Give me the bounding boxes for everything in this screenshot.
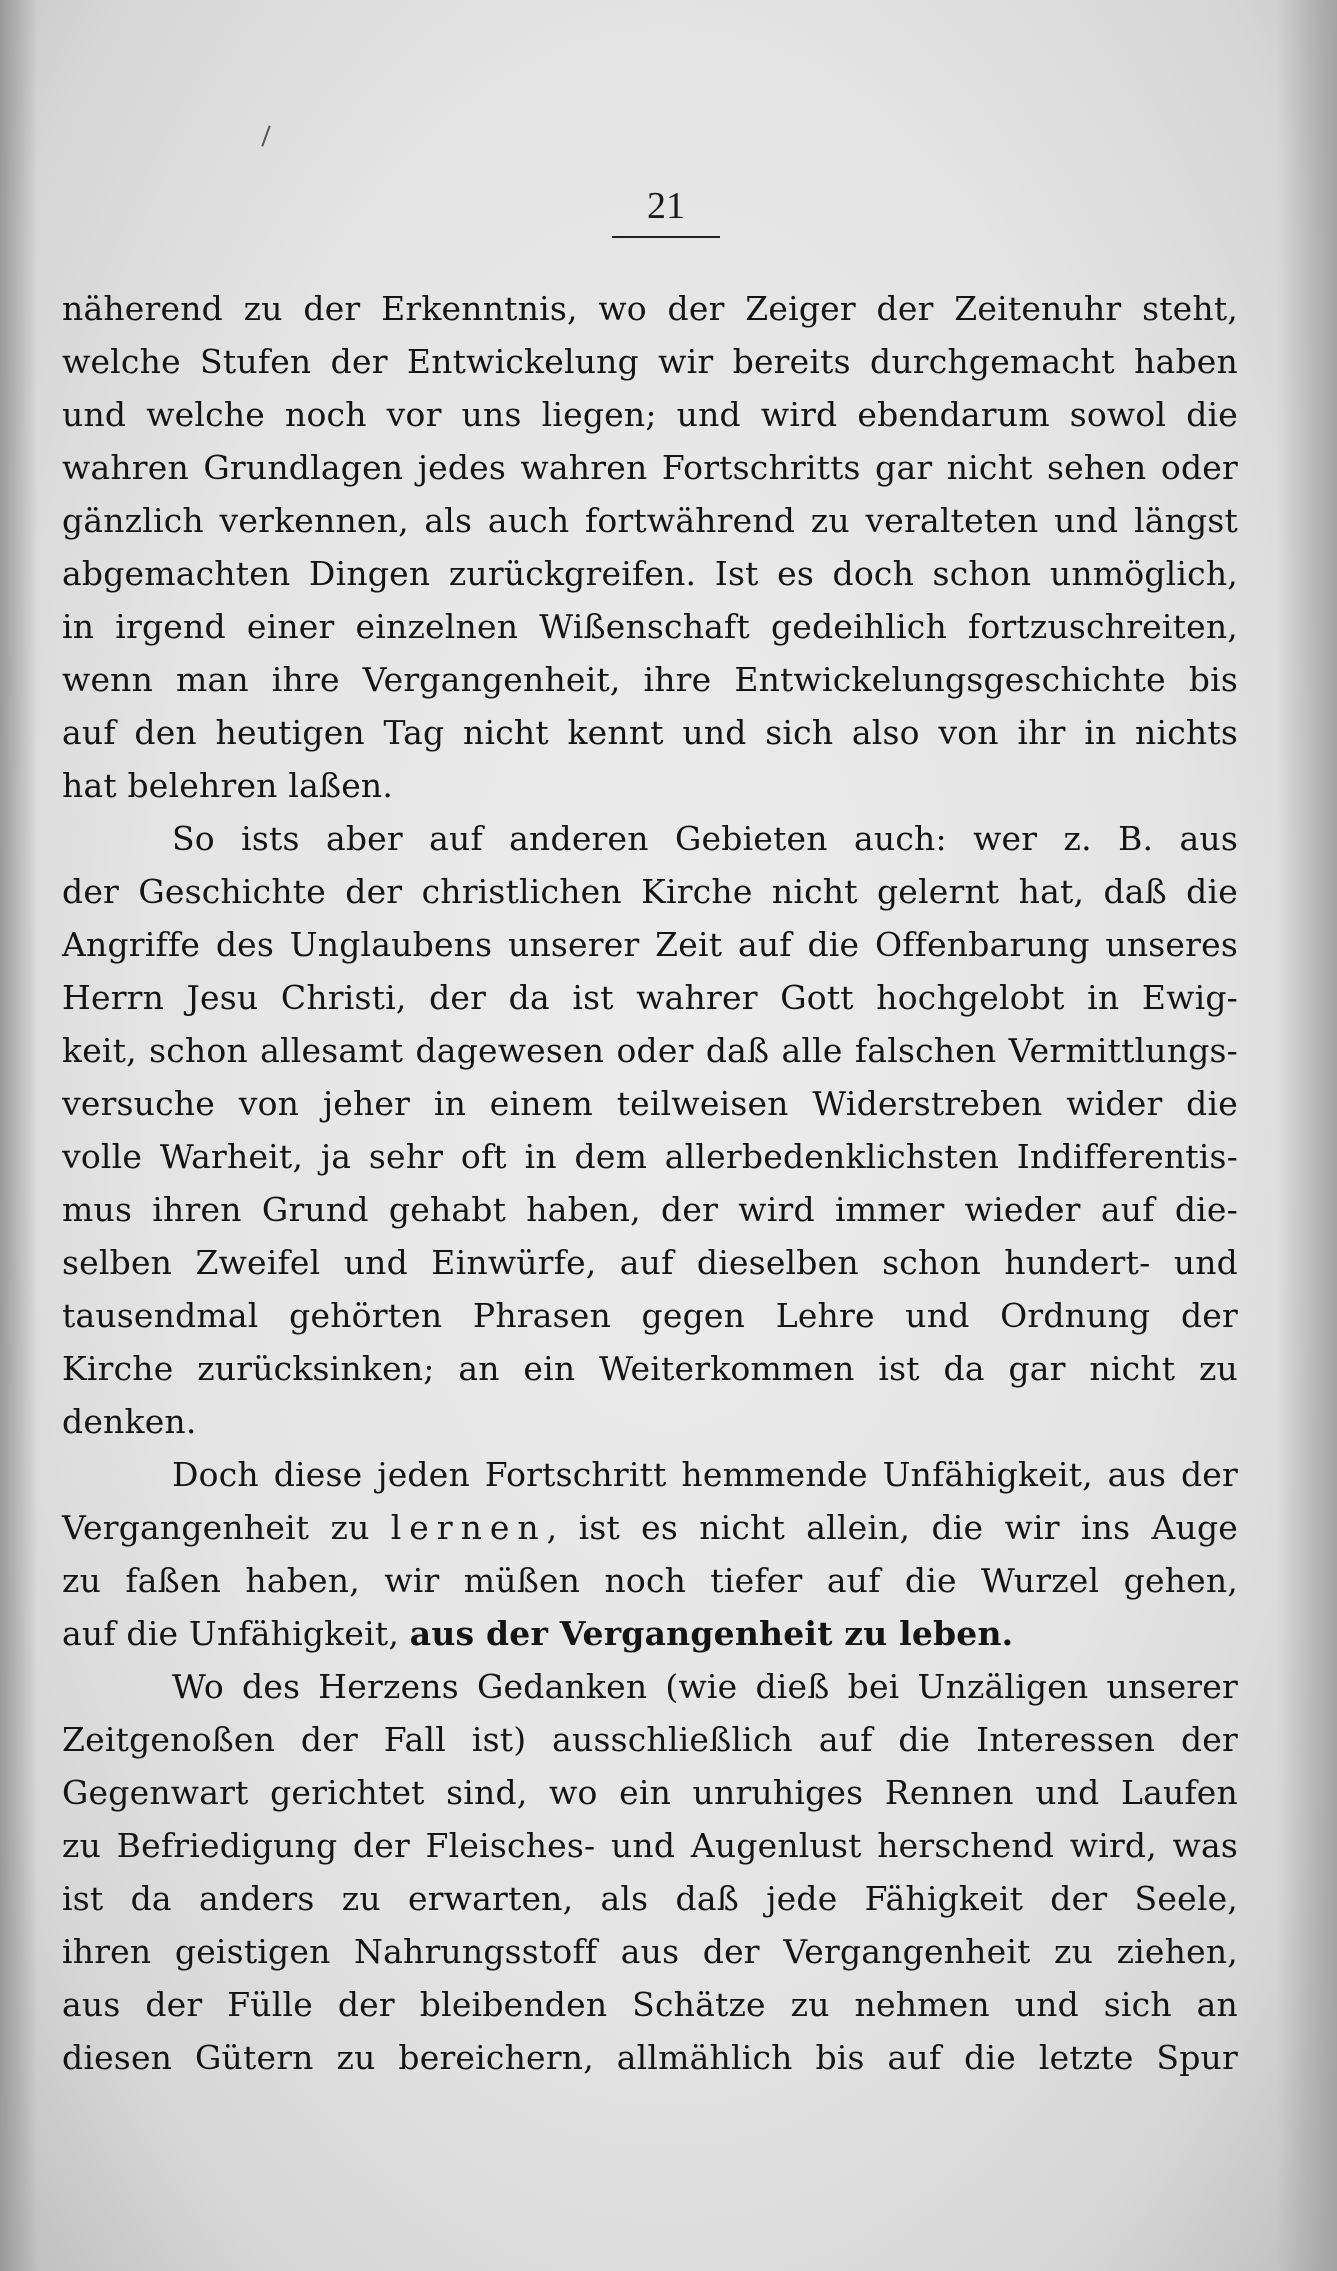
page-number-rule: [612, 236, 720, 238]
spaced-emphasis: lernen: [390, 1508, 547, 1547]
text-line-content: Wo des Herzens Gedanken (wie dieß bei Unzäligen unserer: [172, 1667, 1238, 1706]
paragraph-4: [62, 1660, 1238, 2084]
text-line: versuche von jeher in einem teilweisen Widerstreben wider die: [62, 1084, 1238, 1123]
text-line: ist da anders zu erwarten, als daß jede Fähigkeit der Seele,: [62, 1879, 1238, 1918]
text-line: Herrn Jesu Christi, der da ist wahrer Gott hochgelobt in Ewig-: [62, 978, 1238, 1017]
text-line: diesen Gütern zu bereichern, allmählich bis auf die letzte Spur: [62, 2038, 1238, 2077]
text-line: in irgend einer einzelnen Wißenschaft gedeihlich fortzuschreiten,: [62, 607, 1238, 646]
text-line-content: Doch diese jeden Fortschritt hemmende Unfähigkeit, aus der: [172, 1455, 1238, 1494]
text-line: aus der Fülle der bleibenden Schätze zu nehmen und sich an: [62, 1985, 1238, 2024]
text-line: tausendmal gehörten Phrasen gegen Lehre und Ordnung der: [62, 1296, 1238, 1335]
stray-ink-mark: [261, 125, 270, 146]
text-line: zu Befriedigung der Fleisches- und Augenlust herschend wird, was: [62, 1826, 1238, 1865]
text-line: abgemachten Dingen zurückgreifen. Ist es doch schon unmöglich,: [62, 554, 1238, 593]
paragraph-3: [62, 1448, 1238, 1660]
text-line: [62, 812, 1238, 865]
text-segment: auf die Unfähigkeit,: [62, 1614, 410, 1653]
text-segment: , ist es nicht allein, die wir ins Auge: [546, 1508, 1238, 1547]
paragraph-2: [62, 812, 1238, 1448]
text-line: wenn man ihre Vergangenheit, ihre Entwickelungsgeschichte bis: [62, 660, 1238, 699]
text-line: hat belehren laßen.: [62, 766, 394, 805]
page-number: 21: [647, 185, 685, 227]
text-line: [62, 1607, 1238, 1660]
text-line: mus ihren Grund gehabt haben, der wird immer wieder auf die-: [62, 1190, 1238, 1229]
text-line: auf den heutigen Tag nicht kennt und sich also von ihr in nichts: [62, 713, 1238, 752]
text-line: [62, 1660, 1238, 1713]
text-segment: Vergangenheit zu: [62, 1508, 391, 1547]
text-line: zu faßen haben, wir müßen noch tiefer auf die Wurzel gehen,: [62, 1561, 1238, 1600]
text-line-content: So ists aber auf anderen Gebieten auch: wer z. B. aus: [172, 819, 1238, 858]
text-line: der Geschichte der christlichen Kirche nicht gelernt hat, daß die: [62, 872, 1238, 911]
text-line: denken.: [62, 1402, 197, 1441]
body-text: [62, 282, 1238, 2084]
text-line: ihren geistigen Nahrungsstoff aus der Vergangenheit zu ziehen,: [62, 1932, 1238, 1971]
text-line: Zeitgenoßen der Fall ist) ausschließlich auf die Interessen der: [62, 1720, 1238, 1759]
text-line: wahren Grundlagen jedes wahren Fortschritts gar nicht sehen oder: [62, 448, 1238, 487]
text-line: näherend zu der Erkenntnis, wo der Zeiger der Zeitenuhr steht,: [62, 289, 1238, 328]
text-line: Kirche zurücksinken; an ein Weiterkommen ist da gar nicht zu: [62, 1349, 1238, 1388]
text-line: Angriffe des Unglaubens unserer Zeit auf die Offenbarung unseres: [62, 925, 1238, 964]
text-line: Gegenwart gerichtet sind, wo ein unruhiges Rennen und Laufen: [62, 1773, 1238, 1812]
bold-emphasis: aus der Vergangenheit zu leben.: [409, 1614, 1014, 1653]
text-line: volle Warheit, ja sehr oft in dem allerbedenklichsten Indifferentis-: [62, 1137, 1238, 1176]
paragraph-1: [62, 282, 1238, 812]
text-line: keit, schon allesamt dagewesen oder daß alle falschen Vermittlungs-: [62, 1031, 1238, 1070]
text-line: welche Stufen der Entwickelung wir bereits durchgemacht haben: [62, 342, 1238, 381]
text-line: gänzlich verkennen, als auch fortwährend zu veralteten und längst: [62, 501, 1238, 540]
text-line: [62, 1501, 1238, 1554]
text-line: und welche noch vor uns liegen; und wird ebendarum sowol die: [62, 395, 1238, 434]
text-line: [62, 1448, 1238, 1501]
text-line: selben Zweifel und Einwürfe, auf dieselben schon hundert- und: [62, 1243, 1238, 1282]
